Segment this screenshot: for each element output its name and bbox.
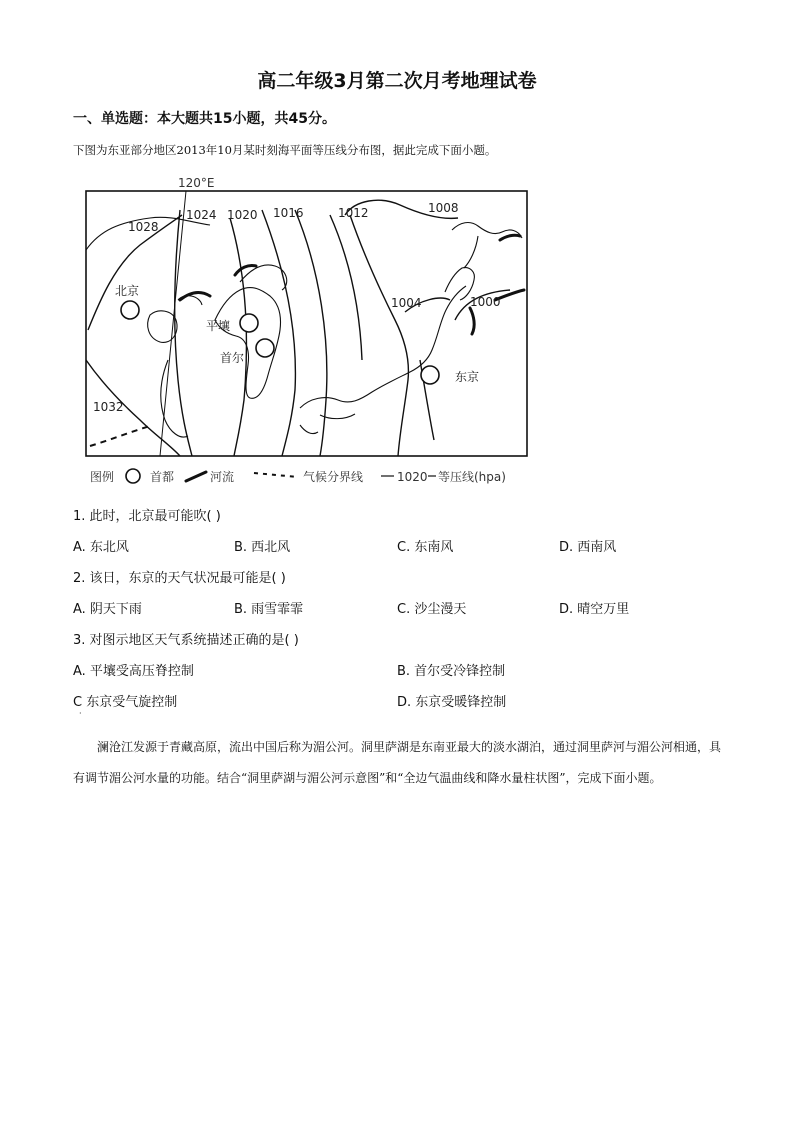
question-3-option-b[interactable]: B. 首尔受冷锋控制 — [397, 664, 506, 679]
isobar-label: 1024 — [186, 208, 217, 222]
stray-mark: · — [79, 709, 82, 718]
isobars — [86, 200, 510, 456]
meridian-label: 120°E — [178, 176, 215, 190]
map-legend — [90, 469, 506, 484]
isobar-label: 1032 — [93, 400, 124, 414]
question-2-option-b[interactable]: B. 雨雪霏霏 — [234, 602, 304, 617]
isobar-label: 1016 — [273, 206, 304, 220]
question-1-option-d[interactable]: D. 西南风 — [559, 540, 617, 555]
capital-circle-pyongyang — [240, 314, 258, 332]
isobar-map — [0, 0, 794, 500]
isobar-label: 1008 — [428, 201, 459, 215]
city-label-seoul: 首尔 — [220, 351, 245, 365]
reading-passage: 澜沧江发源于青藏高原，流出中国后称为湄公河。洞里萨湖是东南亚最大的淡水湖泊，通过洞里萨河与湄公河相通，具有调节湄公河水量的功能。结合“洞里萨湖与湄公河示意图”和“全边气温曲线和降水量柱状图”，完成下面小题。 — [73, 740, 722, 785]
question-3-option-d[interactable]: D. 东京受暖锋控制 — [397, 695, 507, 710]
capital-circle-seoul — [256, 339, 274, 357]
legend-river-text: 河流 — [210, 470, 235, 484]
legend-capital-symbol — [126, 469, 140, 483]
question-3-stem: 3. 对图示地区天气系统描述正确的是( ) — [73, 633, 299, 648]
legend-isobar-sample: 1020 — [397, 470, 428, 484]
legend-prefix: 图例 — [90, 470, 115, 484]
question-3-option-a[interactable]: A. 平壤受高压脊控制 — [73, 664, 194, 679]
question-1-option-a[interactable]: A. 东北风 — [73, 540, 129, 555]
question-1-option-b[interactable]: B. 西北风 — [234, 540, 291, 555]
capital-circle-tokyo — [421, 366, 439, 384]
coastlines — [86, 217, 522, 437]
city-label-tokyo: 东京 — [455, 370, 480, 384]
question-1-option-c[interactable]: C. 东南风 — [397, 540, 454, 555]
legend-capital-text: 首都 — [150, 470, 175, 484]
climate-boundary — [90, 426, 150, 446]
isobar-label: 1020 — [227, 208, 258, 222]
legend-boundary-text: 气候分界线 — [303, 470, 364, 484]
legend-river-symbol — [186, 472, 206, 481]
section-heading: 一、单选题：本大题共15小题，共45分。 — [73, 111, 336, 127]
isobar-label: 1000 — [470, 295, 501, 309]
question-2-option-a[interactable]: A. 阴天下雨 — [73, 602, 142, 617]
page-title: 高二年级3月第二次月考地理试卷 — [257, 70, 537, 92]
question-3-option-c[interactable]: C 东京受气旋控制 — [73, 695, 178, 710]
legend-isobar-text: 等压线(hpa) — [438, 470, 506, 484]
isobar-label: 1012 — [338, 206, 369, 220]
city-label-beijing: 北京 — [115, 284, 140, 298]
question-2-stem: 2. 该日，东京的天气状况最可能是( ) — [73, 571, 286, 586]
isobar-label: 1004 — [391, 296, 422, 310]
capital-circle-beijing — [121, 301, 139, 319]
capitals — [115, 283, 479, 384]
question-2-option-c[interactable]: C. 沙尘漫天 — [397, 602, 467, 617]
city-label-pyongyang: 平壤 — [206, 319, 231, 333]
question-2-option-d[interactable]: D. 晴空万里 — [559, 602, 630, 617]
isobar-label: 1028 — [128, 220, 159, 234]
intro-text: 下图为东亚部分地区2013年10月某时刻海平面等压线分布图，据此完成下面小题。 — [73, 143, 497, 157]
question-1-stem: 1. 此时，北京最可能吹( ) — [73, 509, 221, 524]
isobar-label-group — [93, 201, 501, 414]
legend-boundary-symbol — [254, 473, 298, 477]
